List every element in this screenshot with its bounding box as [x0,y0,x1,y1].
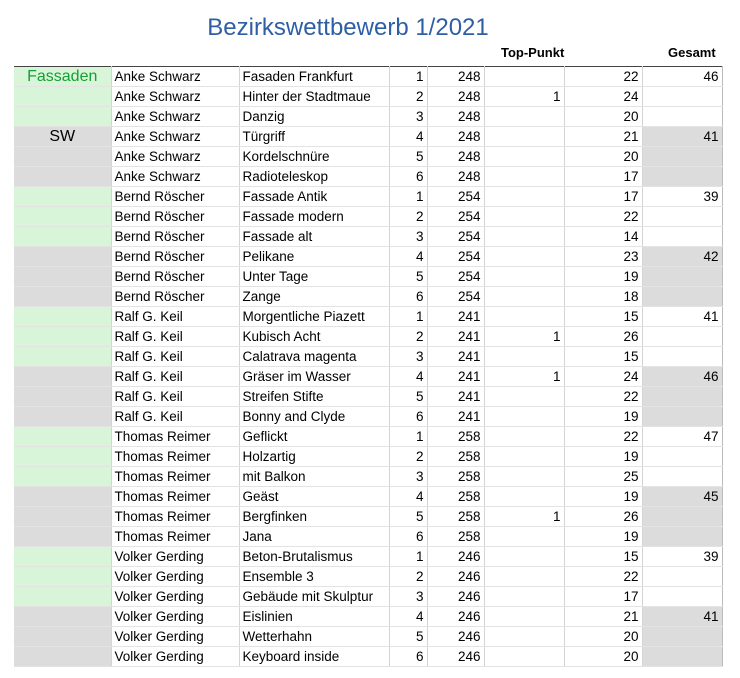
photo-title-cell: Unter Tage [239,267,389,287]
member-id-cell: 254 [427,287,484,307]
member-id-cell: 241 [427,407,484,427]
table-row [14,567,722,587]
photo-number-cell: 5 [389,267,427,287]
member-id-cell: 241 [427,367,484,387]
member-id-cell: 248 [427,147,484,167]
table-row [14,447,722,467]
group-total-cell [642,567,722,587]
category-cell [14,487,111,507]
table-row [14,207,722,227]
points-cell: 22 [564,427,642,447]
member-id-cell: 241 [427,387,484,407]
photo-title-cell: Geflickt [239,427,389,447]
points-cell: 20 [564,107,642,127]
photo-title-cell: Ensemble 3 [239,567,389,587]
photographer-cell: Volker Gerding [111,547,239,567]
group-total-cell [642,207,722,227]
photographer-cell: Ralf G. Keil [111,387,239,407]
group-total-cell [642,267,722,287]
group-total-cell [642,587,722,607]
table-row [14,247,722,267]
photographer-cell: Bernd Röscher [111,207,239,227]
table-row [14,147,722,167]
photo-title-cell: Keyboard inside [239,647,389,667]
category-cell [14,647,111,667]
photo-title-cell: Wetterhahn [239,627,389,647]
points-cell: 25 [564,467,642,487]
photographer-cell: Anke Schwarz [111,127,239,147]
photographer-cell: Anke Schwarz [111,147,239,167]
photo-title-cell: Bonny and Clyde [239,407,389,427]
photographer-cell: Anke Schwarz [111,107,239,127]
photo-title-cell: Danzig [239,107,389,127]
top-punkt-cell [484,147,564,167]
photo-number-cell: 5 [389,507,427,527]
member-id-cell: 258 [427,487,484,507]
member-id-cell: 248 [427,67,484,87]
group-total-cell: 47 [642,427,722,447]
photographer-cell: Anke Schwarz [111,167,239,187]
category-cell [14,327,111,347]
member-id-cell: 246 [427,647,484,667]
member-id-cell: 246 [427,547,484,567]
category-cell [14,107,111,127]
table-row [14,227,722,247]
photo-number-cell: 2 [389,207,427,227]
group-total-cell [642,627,722,647]
group-total-cell [642,287,722,307]
photo-title-cell: Beton-Brutalismus [239,547,389,567]
member-id-cell: 258 [427,507,484,527]
photo-title-cell: Pelikane [239,247,389,267]
top-punkt-cell [484,107,564,127]
member-id-cell: 241 [427,327,484,347]
group-total-cell [642,467,722,487]
photographer-cell: Volker Gerding [111,647,239,667]
table-row [14,507,722,527]
photographer-cell: Ralf G. Keil [111,347,239,367]
photo-title-cell: Fassade modern [239,207,389,227]
table-row [14,127,722,147]
member-id-cell: 254 [427,247,484,267]
category-cell [14,167,111,187]
photo-title-cell: Zange [239,287,389,307]
category-cell: SW [14,127,111,147]
group-total-cell [642,87,722,107]
member-id-cell: 258 [427,527,484,547]
member-id-cell: 248 [427,87,484,107]
table-row [14,367,722,387]
photo-title-cell: mit Balkon [239,467,389,487]
group-total-cell [642,347,722,367]
photo-number-cell: 5 [389,147,427,167]
table-row [14,107,722,127]
photographer-cell: Volker Gerding [111,587,239,607]
category-cell [14,347,111,367]
top-punkt-cell [484,427,564,447]
top-punkt-cell [484,227,564,247]
photographer-cell: Bernd Röscher [111,267,239,287]
page-title: Bezirkswettbewerb 1/2021 [207,14,489,41]
photo-title-cell: Türgriff [239,127,389,147]
photographer-cell: Ralf G. Keil [111,327,239,347]
photo-number-cell: 1 [389,307,427,327]
group-total-cell [642,227,722,247]
category-cell [14,307,111,327]
category-cell [14,427,111,447]
photographer-cell: Thomas Reimer [111,427,239,447]
photographer-cell: Thomas Reimer [111,467,239,487]
member-id-cell: 254 [427,207,484,227]
table-row [14,527,722,547]
photo-title-cell: Jana [239,527,389,547]
photo-number-cell: 4 [389,247,427,267]
photo-number-cell: 1 [389,547,427,567]
photographer-cell: Ralf G. Keil [111,367,239,387]
group-total-cell [642,147,722,167]
top-punkt-cell [484,247,564,267]
photographer-cell: Bernd Röscher [111,247,239,267]
group-total-cell: 39 [642,547,722,567]
points-cell: 18 [564,287,642,307]
table-row [14,407,722,427]
table-row [14,487,722,507]
photo-number-cell: 6 [389,167,427,187]
category-cell [14,367,111,387]
top-punkt-cell [484,527,564,547]
category-cell [14,547,111,567]
results-table [14,66,723,667]
category-cell [14,507,111,527]
group-total-cell [642,647,722,667]
points-cell: 20 [564,627,642,647]
photo-title-cell: Fasaden Frankfurt [239,67,389,87]
group-total-cell [642,107,722,127]
photo-number-cell: 2 [389,87,427,107]
group-total-cell: 41 [642,307,722,327]
points-cell: 26 [564,327,642,347]
photo-number-cell: 3 [389,227,427,247]
group-total-cell: 41 [642,127,722,147]
group-total-cell: 46 [642,367,722,387]
member-id-cell: 241 [427,347,484,367]
group-total-cell: 45 [642,487,722,507]
photo-number-cell: 4 [389,487,427,507]
category-cell [14,607,111,627]
top-punkt-cell [484,627,564,647]
table-row [14,327,722,347]
top-punkt-cell [484,647,564,667]
header-gesamt: Gesamt [668,45,716,60]
category-cell [14,627,111,647]
group-total-cell: 46 [642,67,722,87]
table-row [14,547,722,567]
category-cell [14,227,111,247]
top-punkt-cell [484,187,564,207]
top-punkt-cell: 1 [484,87,564,107]
member-id-cell: 258 [427,427,484,447]
photographer-cell: Ralf G. Keil [111,307,239,327]
photographer-cell: Volker Gerding [111,607,239,627]
photo-number-cell: 2 [389,327,427,347]
photo-number-cell: 4 [389,127,427,147]
points-cell: 17 [564,187,642,207]
category-cell [14,567,111,587]
top-punkt-cell [484,287,564,307]
photographer-cell: Bernd Röscher [111,227,239,247]
points-cell: 24 [564,87,642,107]
group-total-cell: 41 [642,607,722,627]
table-row [14,627,722,647]
group-total-cell [642,327,722,347]
points-cell: 22 [564,387,642,407]
photographer-cell: Bernd Röscher [111,187,239,207]
member-id-cell: 248 [427,167,484,187]
photo-title-cell: Gebäude mit Skulptur [239,587,389,607]
points-cell: 24 [564,367,642,387]
photo-number-cell: 5 [389,627,427,647]
member-id-cell: 246 [427,587,484,607]
photo-title-cell: Hinter der Stadtmaue [239,87,389,107]
category-cell [14,467,111,487]
photographer-cell: Volker Gerding [111,627,239,647]
table-row [14,267,722,287]
top-punkt-cell: 1 [484,367,564,387]
category-cell [14,587,111,607]
table-row [14,347,722,367]
table-row [14,187,722,207]
top-punkt-cell [484,307,564,327]
photographer-cell: Volker Gerding [111,567,239,587]
photo-number-cell: 2 [389,447,427,467]
photo-title-cell: Eislinien [239,607,389,627]
points-cell: 22 [564,207,642,227]
photographer-cell: Anke Schwarz [111,67,239,87]
photo-number-cell: 3 [389,587,427,607]
photo-title-cell: Gräser im Wasser [239,367,389,387]
photo-title-cell: Calatrava magenta [239,347,389,367]
category-cell [14,87,111,107]
table-row [14,387,722,407]
group-total-cell [642,167,722,187]
photo-title-cell: Radioteleskop [239,167,389,187]
points-cell: 26 [564,507,642,527]
top-punkt-cell [484,167,564,187]
photo-title-cell: Fassade alt [239,227,389,247]
photo-title-cell: Streifen Stifte [239,387,389,407]
top-punkt-cell [484,467,564,487]
group-total-cell [642,407,722,427]
points-cell: 21 [564,607,642,627]
points-cell: 21 [564,127,642,147]
photo-number-cell: 1 [389,67,427,87]
photo-number-cell: 4 [389,607,427,627]
photo-number-cell: 6 [389,287,427,307]
group-total-cell [642,387,722,407]
photo-number-cell: 3 [389,467,427,487]
category-cell [14,247,111,267]
photo-number-cell: 6 [389,407,427,427]
photographer-cell: Thomas Reimer [111,527,239,547]
group-total-cell [642,527,722,547]
header-top-punkt: Top-Punkt [501,45,565,60]
points-cell: 19 [564,407,642,427]
top-punkt-cell [484,567,564,587]
category-cell [14,407,111,427]
top-punkt-cell [484,267,564,287]
photo-title-cell: Holzartig [239,447,389,467]
photo-title-cell: Kordelschnüre [239,147,389,167]
member-id-cell: 254 [427,227,484,247]
points-cell: 20 [564,647,642,667]
photographer-cell: Bernd Röscher [111,287,239,307]
group-total-cell [642,507,722,527]
points-cell: 20 [564,147,642,167]
category-cell [14,267,111,287]
top-punkt-cell [484,207,564,227]
photo-number-cell: 3 [389,107,427,127]
photographer-cell: Thomas Reimer [111,447,239,467]
member-id-cell: 258 [427,447,484,467]
table-row [14,607,722,627]
category-cell [14,187,111,207]
group-total-cell: 39 [642,187,722,207]
points-cell: 15 [564,347,642,367]
member-id-cell: 246 [427,627,484,647]
photo-title-cell: Bergfinken [239,507,389,527]
points-cell: 15 [564,307,642,327]
member-id-cell: 246 [427,567,484,587]
member-id-cell: 254 [427,187,484,207]
photo-number-cell: 2 [389,567,427,587]
top-punkt-cell [484,607,564,627]
points-cell: 14 [564,227,642,247]
category-cell [14,527,111,547]
points-cell: 23 [564,247,642,267]
top-punkt-cell [484,347,564,367]
table-row [14,167,722,187]
photographer-cell: Anke Schwarz [111,87,239,107]
photo-number-cell: 3 [389,347,427,367]
top-punkt-cell [484,127,564,147]
member-id-cell: 241 [427,307,484,327]
member-id-cell: 258 [427,467,484,487]
photo-title-cell: Geäst [239,487,389,507]
points-cell: 19 [564,267,642,287]
table-row [14,307,722,327]
top-punkt-cell: 1 [484,327,564,347]
category-cell [14,387,111,407]
category-cell: Fassaden [14,67,111,87]
points-cell: 17 [564,167,642,187]
table-row [14,427,722,447]
table-row [14,67,722,87]
points-cell: 19 [564,487,642,507]
points-cell: 22 [564,67,642,87]
photo-title-cell: Kubisch Acht [239,327,389,347]
member-id-cell: 248 [427,107,484,127]
points-cell: 19 [564,447,642,467]
category-cell [14,447,111,467]
photo-title-cell: Morgentliche Piazett [239,307,389,327]
photo-number-cell: 1 [389,187,427,207]
member-id-cell: 254 [427,267,484,287]
photo-number-cell: 1 [389,427,427,447]
member-id-cell: 248 [427,127,484,147]
table-row [14,287,722,307]
category-cell [14,207,111,227]
photographer-cell: Ralf G. Keil [111,407,239,427]
table-row [14,87,722,107]
group-total-cell: 42 [642,247,722,267]
member-id-cell: 246 [427,607,484,627]
table-row [14,587,722,607]
top-punkt-cell [484,387,564,407]
points-cell: 19 [564,527,642,547]
top-punkt-cell [484,487,564,507]
points-cell: 17 [564,587,642,607]
top-punkt-cell [484,67,564,87]
photo-number-cell: 5 [389,387,427,407]
top-punkt-cell [484,547,564,567]
photo-title-cell: Fassade Antik [239,187,389,207]
top-punkt-cell: 1 [484,507,564,527]
points-cell: 15 [564,547,642,567]
table-row [14,467,722,487]
top-punkt-cell [484,407,564,427]
category-cell [14,287,111,307]
photo-number-cell: 6 [389,647,427,667]
photographer-cell: Thomas Reimer [111,487,239,507]
photo-number-cell: 6 [389,527,427,547]
photographer-cell: Thomas Reimer [111,507,239,527]
points-cell: 22 [564,567,642,587]
group-total-cell [642,447,722,467]
photo-number-cell: 4 [389,367,427,387]
top-punkt-cell [484,447,564,467]
category-cell [14,147,111,167]
top-punkt-cell [484,587,564,607]
table-row [14,647,722,667]
